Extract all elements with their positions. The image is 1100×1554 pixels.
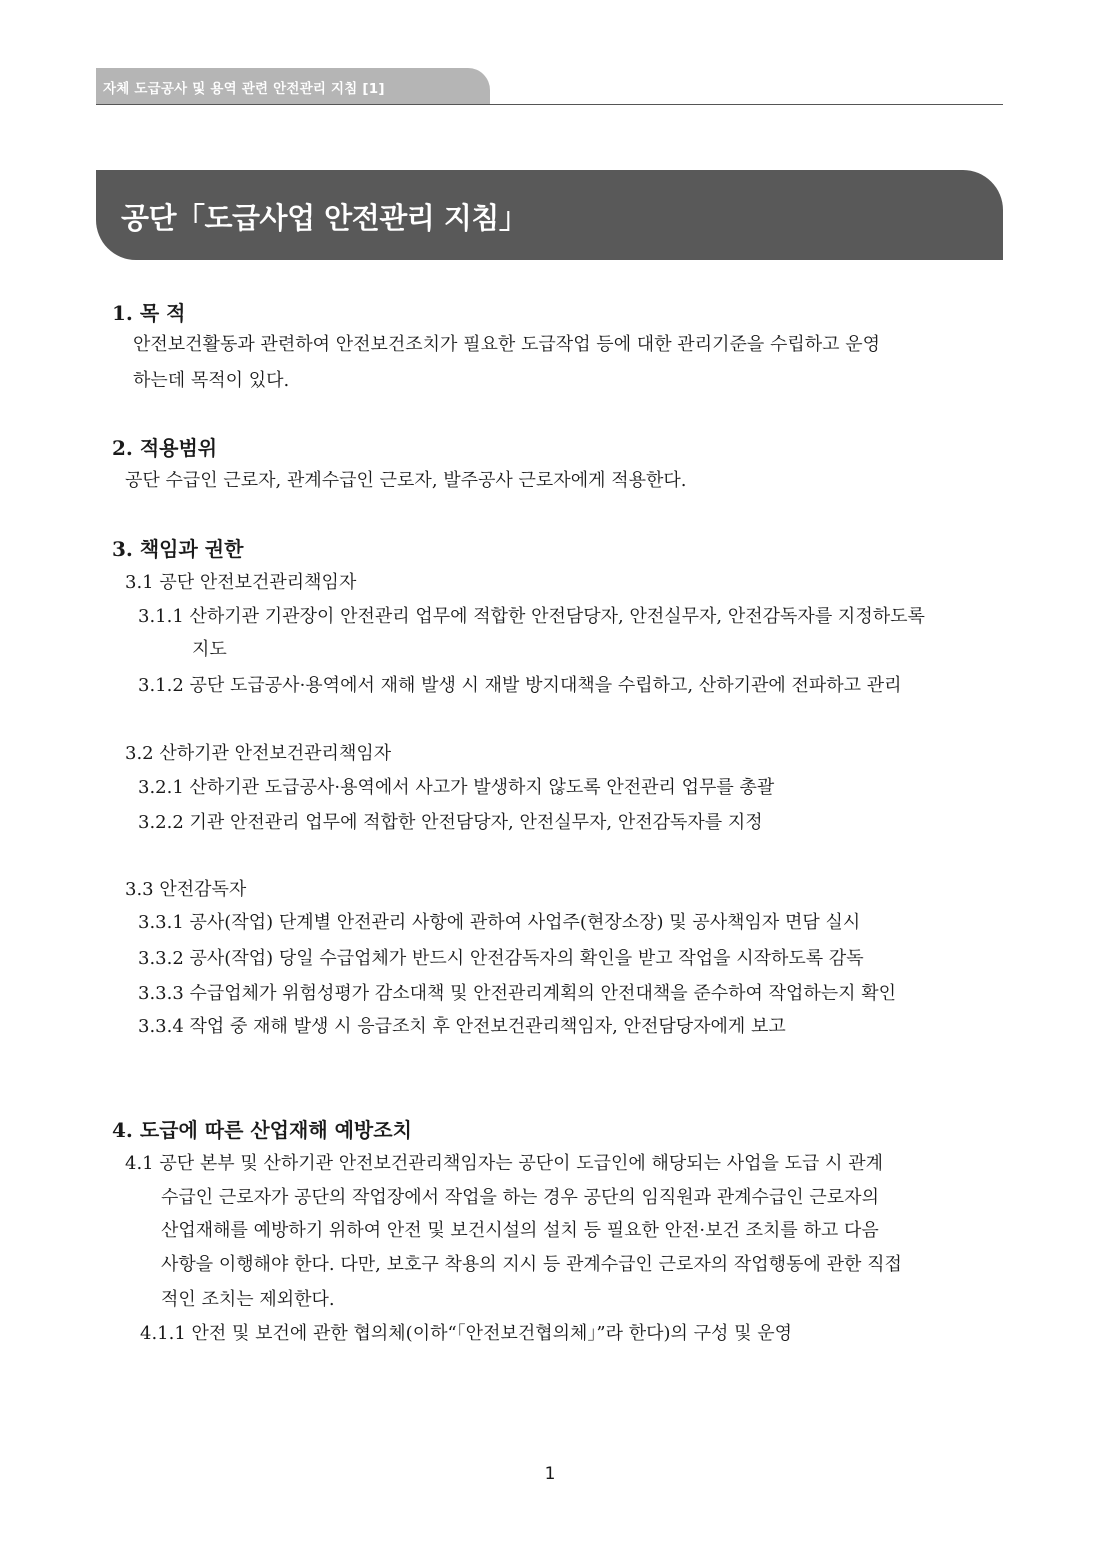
subsection-title: 3.2 산하기관 안전보건관리책임자 (125, 743, 392, 764)
list-item: 3.3.3 수급업체가 위험성평가 감소대책 및 안전관리계획의 안전대책을 준수하여 작업하는지 확인 (138, 983, 897, 1004)
page-number: 1 (544, 1464, 556, 1484)
paragraph-line: 산업재해를 예방하기 위하여 안전 및 보건시설의 설치 등 필요한 안전·보건 조치를 하고 다음 (161, 1220, 879, 1241)
list-item: 4.1.1 안전 및 보건에 관한 협의체(이하“「안전보건협의체」”라 한다)의 구성 및 운영 (140, 1323, 792, 1344)
paragraph-line: 적인 조치는 제외한다. (161, 1289, 335, 1310)
header-divider (96, 104, 1003, 105)
section-heading: 3. 책임과 권한 (112, 537, 244, 561)
list-item: 3.1.1 산하기관 기관장이 안전관리 업무에 적합한 안전담당자, 안전실무자, 안전감독자를 지정하도록 (138, 606, 925, 627)
list-item: 3.1.2 공단 도급공사·용역에서 재해 발생 시 재발 방지대책을 수립하고, 산하기관에 전파하고 관리 (138, 675, 902, 696)
list-item-continuation: 지도 (192, 639, 227, 660)
list-item: 3.3.2 공사(작업) 당일 수급업체가 반드시 안전감독자의 확인을 받고 작업을 시작하도록 감독 (138, 948, 864, 969)
list-item: 3.2.2 기관 안전관리 업무에 적합한 안전담당자, 안전실무자, 안전감독자를 지정 (138, 812, 763, 833)
paragraph-line: 안전보건활동과 관련하여 안전보건조치가 필요한 도급작업 등에 대한 관리기준을 수립하고 운영 (133, 334, 881, 355)
header-tab-label: 자체 도급공사 및 용역 관련 안전관리 지침 [1] (103, 81, 385, 97)
section-heading: 1. 목 적 (112, 301, 186, 325)
section-heading: 2. 적용범위 (112, 436, 218, 460)
paragraph-line: 사항을 이행해야 한다. 다만, 보호구 착용의 지시 등 관계수급인 근로자의 작업행동에 관한 직접 (161, 1254, 902, 1275)
subsection-title: 3.3 안전감독자 (125, 879, 247, 900)
paragraph-line: 하는데 목적이 있다. (133, 370, 290, 391)
paragraph-line: 수급인 근로자가 공단의 작업장에서 작업을 하는 경우 공단의 임직원과 관계수급인 근로자의 (161, 1187, 879, 1208)
page-title: 공단「도급사업 안전관리 지침」 (121, 201, 528, 235)
list-item: 3.2.1 산하기관 도급공사·용역에서 사고가 발생하지 않도록 안전관리 업무를 총괄 (138, 777, 775, 798)
section-heading: 4. 도급에 따른 산업재해 예방조치 (112, 1118, 412, 1142)
list-item: 3.3.1 공사(작업) 단계별 안전관리 사항에 관하여 사업주(현장소장) 및 공사책임자 면담 실시 (138, 912, 861, 933)
title-banner (96, 170, 1003, 260)
paragraph-line: 공단 수급인 근로자, 관계수급인 근로자, 발주공사 근로자에게 적용한다. (125, 470, 687, 491)
list-item: 3.3.4 작업 중 재해 발생 시 응급조치 후 안전보건관리책임자, 안전담당자에게 보고 (138, 1016, 786, 1037)
paragraph-line: 4.1 공단 본부 및 산하기관 안전보건관리책임자는 공단이 도급인에 해당되는 사업을 도급 시 관계 (125, 1153, 884, 1174)
subsection-title: 3.1 공단 안전보건관리책임자 (125, 572, 357, 593)
header-tab (96, 68, 490, 104)
